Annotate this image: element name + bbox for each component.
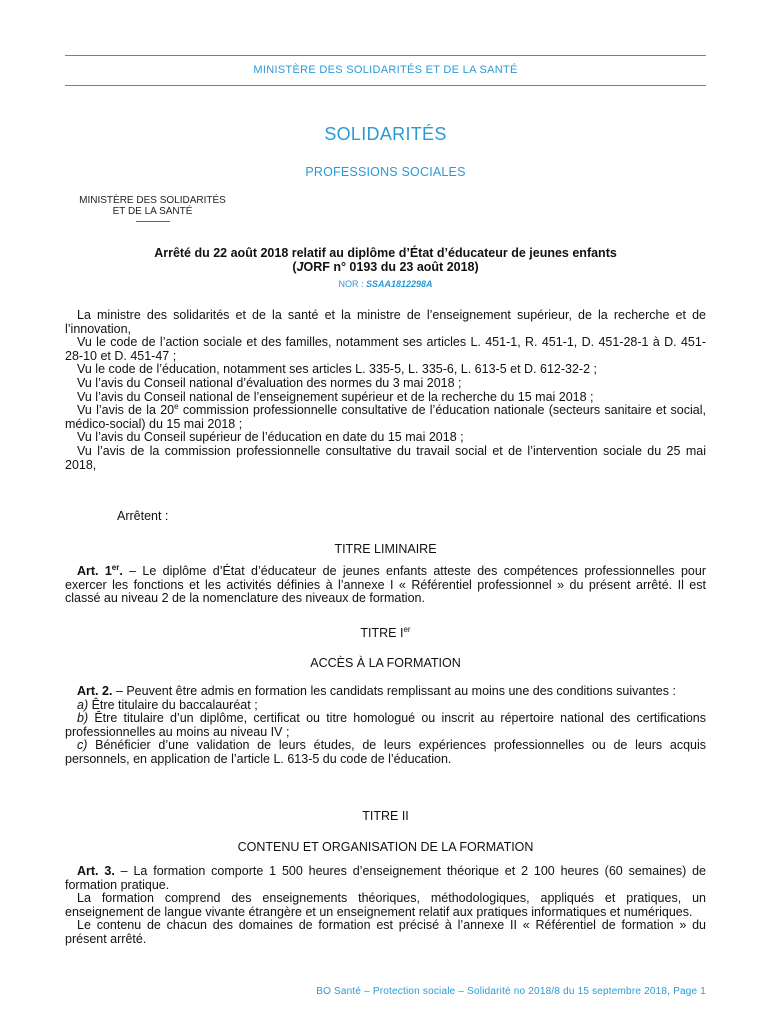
article-paragraph: Le contenu de chacun des domaines de formation est précisé à l’annexe II « Référentiel de formation » du présent arrêté.	[65, 918, 706, 946]
preamble-paragraph: Vu l’avis du Conseil national d’évaluation des normes du 3 mai 2018 ;	[77, 375, 462, 390]
list-item: a) Être titulaire du baccalauréat ;	[77, 697, 258, 712]
list-item: c) Bénéficier d’une validation de leurs études, de leurs expériences professionnelles ou de leurs acquis personnels, en application de l’article L. 613-5 du code de l’éducation.	[65, 738, 706, 766]
decree-jorf: (JORF n° 0193 du 23 août 2018)	[292, 260, 479, 274]
ministry-line-2: ET DE LA SANTÉ	[112, 206, 193, 217]
header-bottom-rule	[65, 85, 706, 86]
ministry-block	[60, 195, 245, 222]
ministry-line-1: MINISTÈRE DES SOLIDARITÉS	[79, 195, 226, 206]
article-2: Art. 2. – Peuvent être admis en formation les candidats remplissant au moins une des conditions suivantes : a) Être titulaire du baccalauréat ; b) Être titulaire d’un diplôme, certificat ou titre homologué ou inscrit au répertoire national des certifications professionnelles au moins au niveau IV ; c) Bénéficier d’une validation de leurs études, de leurs expériences professionnelles ou de leurs acquis personnels, en application de l’article L. 613-5 du code de l’éducation.	[65, 684, 706, 766]
titre-liminaire: TITRE LIMINAIRE	[334, 542, 437, 556]
decree-title	[65, 246, 706, 274]
article-label: Art. 1er.	[77, 562, 123, 578]
titre-2-heading: CONTENU ET ORGANISATION DE LA FORMATION	[237, 840, 534, 854]
preamble-paragraph: Vu l’avis du Conseil supérieur de l’éducation en date du 15 mai 2018 ;	[77, 430, 464, 445]
header-top-rule	[65, 55, 706, 56]
decree-title-text: Arrêté du 22 août 2018 relatif au diplôme d’État d’éducateur de jeunes enfants	[154, 246, 617, 260]
footer: BO Santé – Protection sociale – Solidarité no 2018/8 du 15 septembre 2018, Page 1	[316, 986, 706, 997]
preamble-paragraph: Vu l’avis du Conseil national de l’enseignement supérieur et de la recherche du 15 mai 2018 ;	[77, 389, 594, 404]
titre-2: TITRE II	[362, 809, 409, 823]
list-item: b) Être titulaire d’un diplôme, certificat ou titre homologué ou inscrit au répertoire national des certifications professionnelles au moins au niveau IV ;	[65, 711, 706, 739]
decree-nor: NOR : SSAA1812298A	[338, 279, 433, 289]
titre-1-heading: ACCÈS À LA FORMATION	[310, 656, 461, 670]
preamble-paragraph: Vu le code de l’action sociale et des familles, notamment ses articles L. 451-1, R. 451-1, D. 451-28-1 à D. 451-28-10 et D. 451-47 ;	[65, 335, 706, 363]
preamble	[65, 309, 706, 472]
arretent: Arrêtent :	[117, 509, 169, 523]
preamble-paragraph: Vu le code de l’éducation, notamment ses articles L. 335-5, L. 335-6, L. 613-5 et D. 612-32-2 ;	[77, 362, 597, 377]
article-label: Art. 3.	[77, 864, 115, 878]
header-ministry: MINISTÈRE DES SOLIDARITÉS ET DE LA SANTÉ	[253, 64, 518, 76]
section-subtitle: PROFESSIONS SOCIALES	[305, 165, 466, 179]
preamble-paragraph: Vu l’avis de la 20e commission professionnelle consultative de l’éducation nationale (secteurs sanitaire et social, médico-social) du 15 mai 2018 ;	[65, 402, 706, 431]
article-paragraph: La formation comprend des enseignements théoriques, méthodologiques, appliqués et pratiques, un enseignement de langue vivante étrangère et un enseignement relatif aux pratiques informatiques et numériques.	[65, 891, 706, 919]
section-title: SOLIDARITÉS	[324, 124, 447, 144]
preamble-paragraph: Vu l’avis de la commission professionnelle consultative du travail social et de l’intervention sociale du 25 mai 2018,	[65, 443, 706, 472]
article-1: Art. 1er. – Le diplôme d’État d’éducateur de jeunes enfants atteste des compétences professionnelles pour exercer les fonctions et les activités définies à l’annexe I « Référentiel professionnel » du présent arrêté. Il est classé au niveau 2 de la nomenclature des niveaux de formation.	[65, 562, 706, 606]
article-label: Art. 2.	[77, 684, 113, 698]
article-3: Art. 3. – La formation comporte 1 500 heures d’enseignement théorique et 2 100 heures (60 semaines) de formation pratique. La formation comprend des enseignements théoriques, méthodologiques, appliqués et pratiques, un enseignement de langue vivante étrangère et un enseignement relatif aux pratiques informatiques et numériques. Le contenu de chacun des domaines de formation est précisé à l’annexe II « Référentiel de formation » du présent arrêté.	[65, 864, 706, 946]
ministry-divider	[136, 221, 170, 222]
preamble-paragraph: La ministre des solidarités et de la santé et la ministre de l’enseignement supérieur, de la recherche et de l’innovation,	[65, 308, 706, 336]
titre-1: TITRE Ier	[360, 624, 411, 640]
